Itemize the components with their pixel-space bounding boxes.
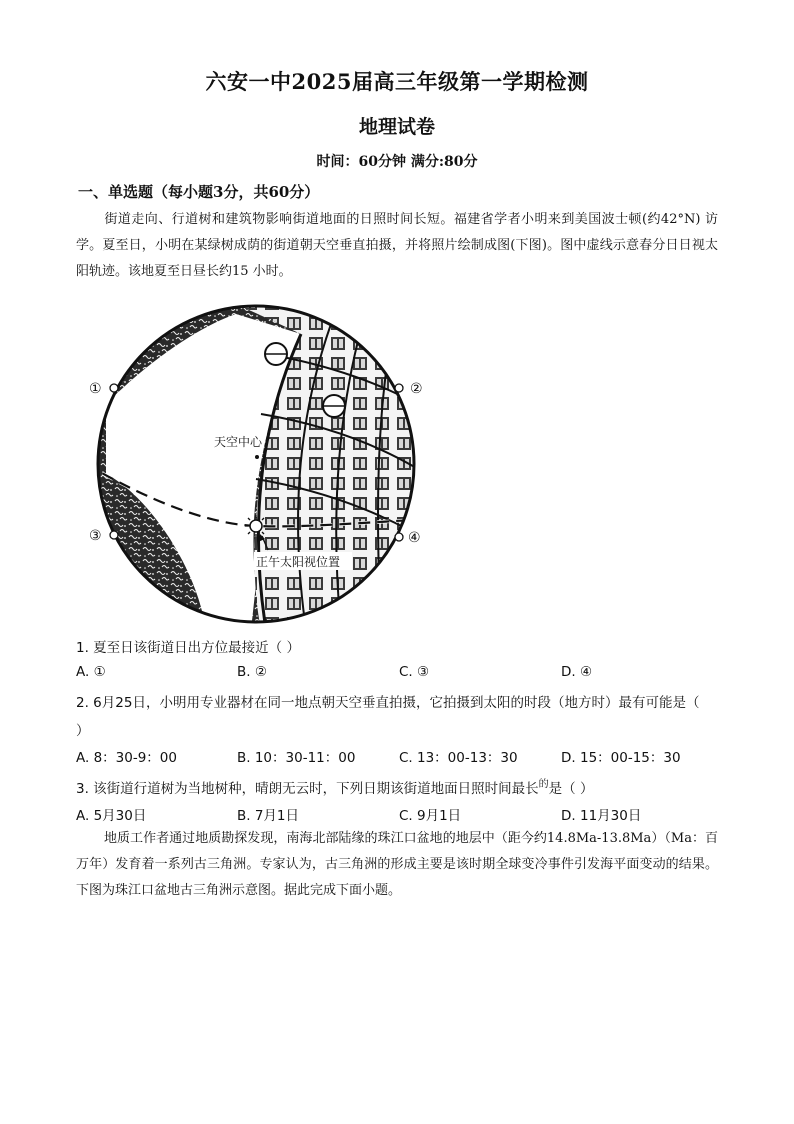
- marker-2-dot: [395, 384, 403, 392]
- street-fisheye-figure: [86, 294, 434, 630]
- passage-2: [76, 826, 718, 904]
- question-2-stem: 2. 6月25日，小明用专业器材在同一地点朝天空垂直拍摄，它拍摄到太阳的时段（地方时）最有可能是（: [76, 695, 700, 711]
- question-1-option-a[interactable]: A. ①: [76, 664, 106, 680]
- passage-1: [76, 207, 718, 285]
- question-1-option-c[interactable]: C. ③: [399, 664, 430, 680]
- question-1-option-b[interactable]: B. ②: [237, 664, 267, 680]
- question-3-stem-end: 是（ ）: [548, 781, 594, 797]
- question-3-stem-main: 3. 该街道行道树为当地树种，晴朗无云时，下列日期该街道地面日照时间最长: [76, 781, 539, 797]
- exam-title: 六安一中2025届高三年级第一学期检测: [205, 69, 589, 94]
- question-2-option-b[interactable]: B. 10：30-11：00: [237, 750, 356, 766]
- marker-1-label: ①: [89, 381, 102, 397]
- question-3-option-b[interactable]: B. 7月1日: [237, 808, 300, 824]
- subject-title: 地理试卷: [358, 116, 435, 138]
- question-3-option-a[interactable]: A. 5月30日: [76, 808, 147, 824]
- marker-4-label: ④: [408, 530, 421, 546]
- marker-3-dot: [110, 531, 118, 539]
- marker-4-dot: [395, 533, 403, 541]
- question-2-option-d[interactable]: D. 15：00-15：30: [561, 750, 681, 766]
- question-3-option-d[interactable]: D. 11月30日: [561, 808, 642, 824]
- question-2-stem-end: ）: [76, 723, 90, 739]
- fisheye-diagram: [86, 294, 434, 630]
- passage-2-text: 地质工作者通过地质勘探发现，南海北部陆缘的珠江口盆地的地层中（距今约14.8Ma-13.8Ma）（Ma：百万年）发育着一系列古三角洲。专家认为，古三角洲的形成主要是该时期全球变冷事件引发海平面变动的结果。下图为珠江口盆地古三角洲示意图。据此完成下面小题。: [76, 831, 718, 898]
- marker-1-dot: [110, 384, 118, 392]
- question-3-stem: [76, 777, 593, 797]
- question-3-stem-small: 的: [538, 779, 549, 790]
- sky-center-dot: [255, 455, 259, 459]
- marker-3-label: ③: [89, 528, 102, 544]
- passage-1-text: 街道走向、行道树和建筑物影响街道地面的日照时间长短。福建省学者小明来到美国波士顿(约42°N) 访学。夏至日，小明在某绿树成荫的街道朝天空垂直拍摄，并将照片绘制成图(下图)。图中虚线示意春分日日视太阳轨迹。该地夏至日昼长约15 小时。: [76, 212, 718, 279]
- question-1-stem: 1. 夏至日该街道日出方位最接近（ ）: [76, 640, 300, 656]
- question-1-option-d[interactable]: D. ④: [561, 664, 593, 680]
- question-2-option-a[interactable]: A. 8：30-9：00: [76, 750, 177, 766]
- exam-info: 时间：60分钟 满分:80分: [316, 154, 478, 170]
- section-heading: 一、单选题（每小题3分，共60分）: [78, 183, 320, 201]
- question-3-option-c[interactable]: C. 9月1日: [399, 808, 462, 824]
- marker-2-label: ②: [410, 381, 423, 397]
- question-2-option-c[interactable]: C. 13：00-13：30: [399, 750, 518, 766]
- noon-sun-label: 正午太阳视位置: [256, 555, 341, 569]
- sky-center-label: 天空中心: [214, 435, 263, 449]
